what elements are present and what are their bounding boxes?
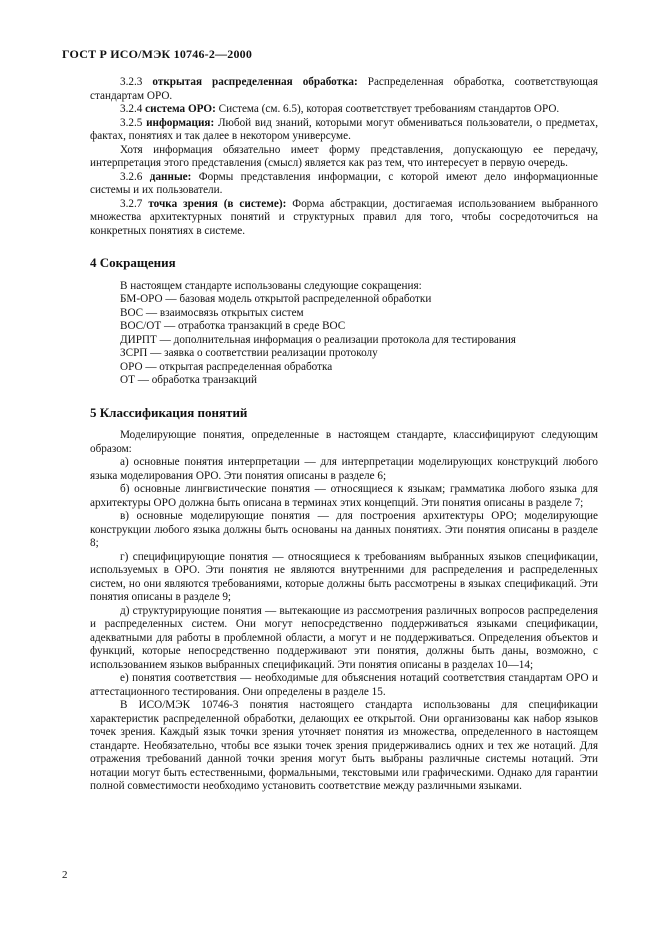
list-item: в) основные моделирующие понятия — для построения архитектуры ОРО; моделирующие конструкции любого языка должны быть основаны на данных понятиях. Эти понятия описаны в разделе 8;	[90, 510, 598, 549]
list-item: а) основные понятия интерпретации — для интерпретации моделирующих конструкций любого языка моделирования ОРО. Эти понятия описаны в разделе 6;	[90, 456, 598, 482]
definition-3-2-6: 3.2.6 данные: Формы представления информации, с которой имеют дело информационные системы и их пользователи.	[90, 170, 598, 196]
abbreviation-item: ВОС — взаимосвязь открытых систем	[120, 306, 304, 319]
abbreviations-intro: В настоящем стандарте использованы следующие сокращения:	[120, 279, 422, 292]
definitions-block	[90, 76, 598, 238]
abbreviation-item: ВОС/ОТ — отработка транзакций в среде ВОС	[120, 320, 346, 332]
paragraph: Моделирующие понятия, определенные в настоящем стандарте, классифицируют следующим образом:	[90, 429, 598, 455]
classification-text	[90, 429, 598, 794]
abbreviation-item: ЗСРП — заявка о соответствии реализации протоколу	[120, 347, 378, 359]
page-number: 2	[62, 869, 68, 881]
abbreviation-item: ОРО — открытая распределенная обработка	[120, 360, 333, 373]
list-item: д) структурирующие понятия — вытекающие из рассмотрения различных вопросов распределения и распределенных систем. Они могут непосредственно поддерживаться языками спецификации, адекватными для работы в проблемной области, а могут и не поддерживаться. Определения объектов и функций, которые непосредственно поддерживают эти понятия, должны быть даны, возможно, с использованием языков выбранных спецификаций. Эти понятия описаны в разделах 10—14;	[90, 604, 598, 671]
section-5-heading: 5 Классификация понятий	[90, 404, 248, 420]
definition-3-2-7: 3.2.7 точка зрения (в системе): Форма абстракции, достигаемая использованием выбранного множества архитектурных понятий и структурных правил для того, чтобы сосредоточиться на конкретных понятиях в системе.	[90, 197, 598, 237]
definition-3-2-4: 3.2.4 система ОРО: Система (см. 6.5), которая соответствует требованиям стандартов ОРО.	[120, 103, 560, 115]
list-item: е) понятия соответствия — необходимые для объяснения нотаций соответствия стандартам ОРО и аттестационного тестирования. Они определены в разделе 15.	[90, 672, 598, 698]
abbreviation-item: ОТ — обработка транзакций	[120, 374, 257, 386]
list-item: г) специфицирующие понятия — относящиеся к требованиям выбранных языков спецификации, используемых в ОРО. Эти понятия не являются внутренними для распределения и распределенных систем, но они являются требованиями, которые должны быть рассмотрены в языках спецификаций. Эти понятия описаны в разделе 9;	[90, 550, 598, 603]
document-header: ГОСТ Р ИСО/МЭК 10746-2—2000	[62, 47, 253, 61]
definition-3-2-5: 3.2.5 информация: Любой вид знаний, которыми могут обмениваться пользователи, о предметах, фактах, понятиях и так далее в некотором универсуме.	[90, 116, 598, 142]
abbreviation-item: БМ-ОРО — базовая модель открытой распределенной обработки	[120, 293, 432, 305]
definition-note: Хотя информация обязательно имеет форму представления, допускающую ее передачу, интерпретация этого представления (смысл) является как раз тем, что интересует в первую очередь.	[90, 143, 598, 169]
section-4-heading: 4 Сокращения	[90, 255, 176, 270]
abbreviations-list	[90, 280, 598, 388]
definition-3-2-3: 3.2.3 открытая распределенная обработка: Распределенная обработка, соответствующая стандартам ОРО.	[90, 76, 599, 102]
page-content	[90, 76, 598, 794]
abbreviation-item: ДИРПТ — дополнительная информация о реализации протокола для тестирования	[120, 333, 516, 346]
paragraph: В ИСО/МЭК 10746-3 понятия настоящего стандарта использованы для спецификации характеристик распределенной обработки, делающих ее открытой. Они организованы как набор языков точек зрения. Каждый язык точки зрения уточняет понятия из множества, определенного в настоящем стандарте. Необязательно, чтобы все языки точек зрения придерживались одних и тех же нотаций. Для отражения требований данной точки зрения могут быть выбраны различные системы нотаций. Эти нотации могут быть естественными, формальными, текстовыми или графическими. Однако для гарантии полной совместимости необходимо установить соответствие между различными языками.	[90, 699, 598, 792]
list-item: б) основные лингвистические понятия — относящиеся к языкам; грамматика любого языка для архитектуры ОРО должна быть описана в терминах этих концепций. Эти понятия описаны в разделе 7;	[90, 483, 598, 509]
